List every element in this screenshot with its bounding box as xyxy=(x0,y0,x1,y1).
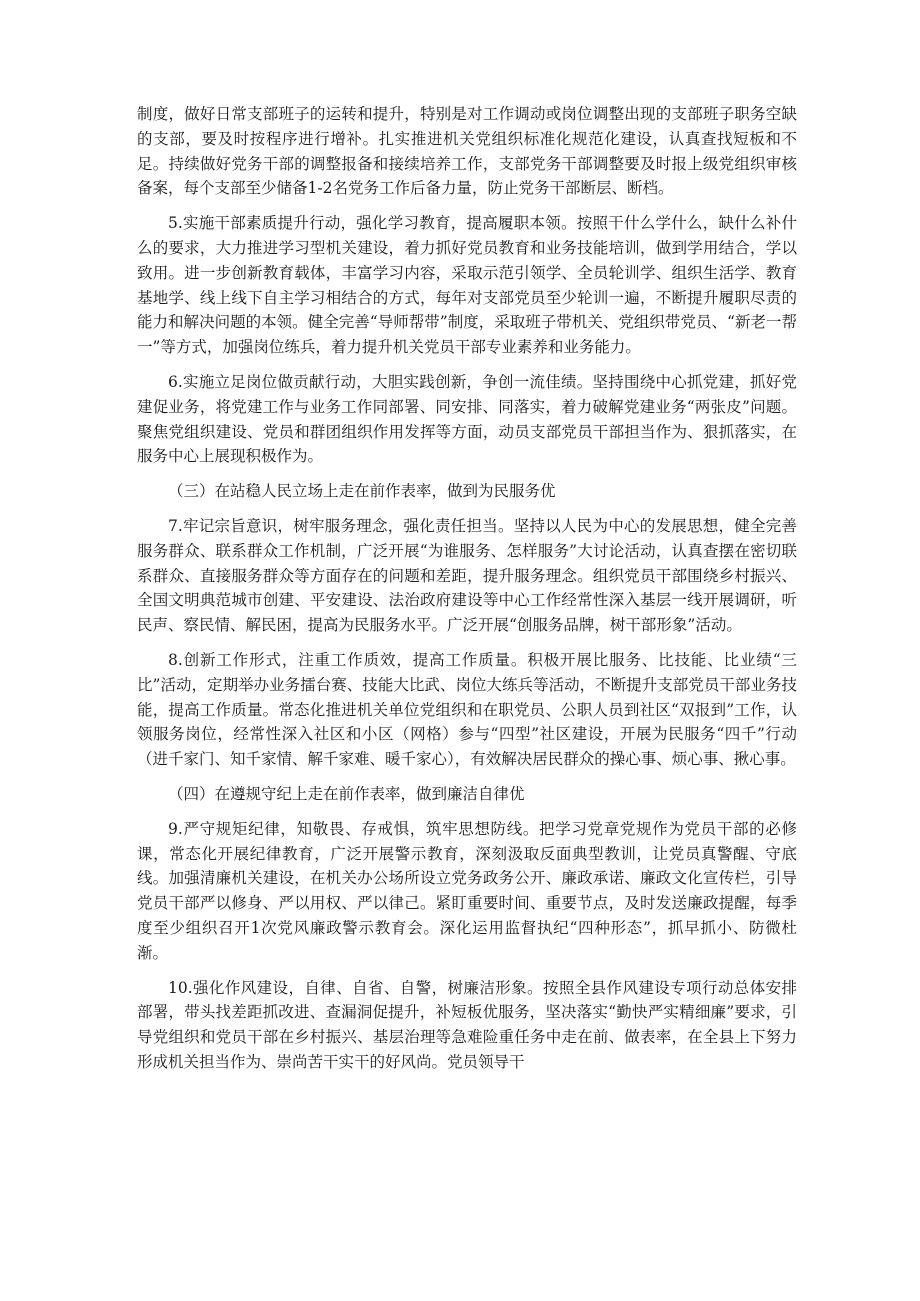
section-heading-3: （三）在站稳人民立场上走在前作表率，做到为民服务优 xyxy=(168,482,556,501)
paragraph-item-7: 7.牢记宗旨意识，树牢服务理念，强化责任担当。坚持以人民为中心的发展思想，健全完善服务群众、联系群众工作机制，广泛开展“为谁服务、怎样服务”大讨论活动，认真查摆在密切联系群众、直接服务群众等方面存在的问题和差距，提升服务理念。组织党员干部围绕乡村振兴、全国文明典范城市创建、平安建设、法治政府建设等中心工作经常性深入基层一线开展调研，听民声、察民情、解民困，提高为民服务水平。广泛开展“创服务品牌，树干部形象”活动。 xyxy=(137,516,797,635)
document-page xyxy=(137,102,797,1085)
section-heading-4: （四）在遵规守纪上走在前作表率，做到廉洁自律优 xyxy=(168,784,525,803)
paragraph-item-5: 5.实施干部素质提升行动，强化学习教育，提高履职本领。按照干什么学什么，缺什么补什么的要求，大力推进学习型机关建设，着力抓好党员教育和业务技能培训，做到学用结合，学以致用。进一步创新教育载体，丰富学习内容，采取示范引领学、全员轮训学、组织生活学、教育基地学、线上线下自主学习相结合的方式，每年对支部党员至少轮训一遍，不断提升履职尽责的能力和解决问题的本领。健全完善“导师帮带”制度，采取班子带机关、党组织带党员、“新老一帮一”等方式，加强岗位练兵，着力提升机关党员干部专业素养和业务能力。 xyxy=(137,214,797,357)
paragraph-item-9: 9.严守规矩纪律，知敬畏、存戒惧，筑牢思想防线。把学习党章党规作为党员干部的必修课，常态化开展纪律教育，广泛开展警示教育，深刻汲取反面典型教训，让党员真警醒、守底线。加强清廉机关建设，在机关办公场所设立党务政务公开、廉政承诺、廉政文化宣传栏，引导党员干部严以修身、严以用权、严以律己。紧盯重要时间、重要节点，及时发送廉政提醒，每季度至少组织召开1次党风廉政警示教育会。深化运用监督执纪“四种形态”，抓早抓小、防微杜渐。 xyxy=(137,819,797,962)
paragraph-item-10: 10.强化作风建设，自律、自省、自警，树廉洁形象。按照全县作风建设专项行动总体安排部署，带头找差距抓改进、查漏洞促提升，补短板优服务，坚决落实“勤快严实精细廉”要求，引导党组织和党员干部在乡村振兴、基层治理等急难险重任务中走在前、做表率，在全县上下努力形成机关担当作为、崇尚苦干实干的好风尚。党员领导干 xyxy=(137,978,797,1071)
paragraph-item-8: 8.创新工作形式，注重工作质效，提高工作质量。积极开展比服务、比技能、比业绩“三比”活动，定期举办业务擂台赛、技能大比武、岗位大练兵等活动，不断提升支部党员干部业务技能，提高工作质量。常态化推进机关单位党组织和在职党员、公职人员到社区“双报到”工作，认领服务岗位，经常性深入社区和小区（网格）参与“四型”社区建设，开展为民服务“四千”行动（进千家门、知千家情、解千家难、暖千家心），有效解决居民群众的操心事、烦心事、揪心事。 xyxy=(137,650,797,769)
paragraph-item-6: 6.实施立足岗位做贡献行动，大胆实践创新，争创一流佳绩。坚持围绕中心抓党建，抓好党建促业务，将党建工作与业务工作同部署、同安排、同落实，着力破解党建业务“两张皮”问题。聚焦党组织建设、党员和群团组织作用发挥等方面，动员支部党员干部担当作为、狠抓落实，在服务中心上展现积极作为。 xyxy=(137,372,797,466)
paragraph-continued: 制度，做好日常支部班子的运转和提升，特别是对工作调动或岗位调整出现的支部班子职务空缺的支部，要及时按程序进行增补。扎实推进机关党组织标准化规范化建设，认真查找短板和不足。持续做好党务干部的调整报备和接续培养工作，支部党务干部调整要及时报上级党组织审核备案，每个支部至少储备1-2名党务工作后备力量，防止党务干部断层、断档。 xyxy=(137,105,797,198)
